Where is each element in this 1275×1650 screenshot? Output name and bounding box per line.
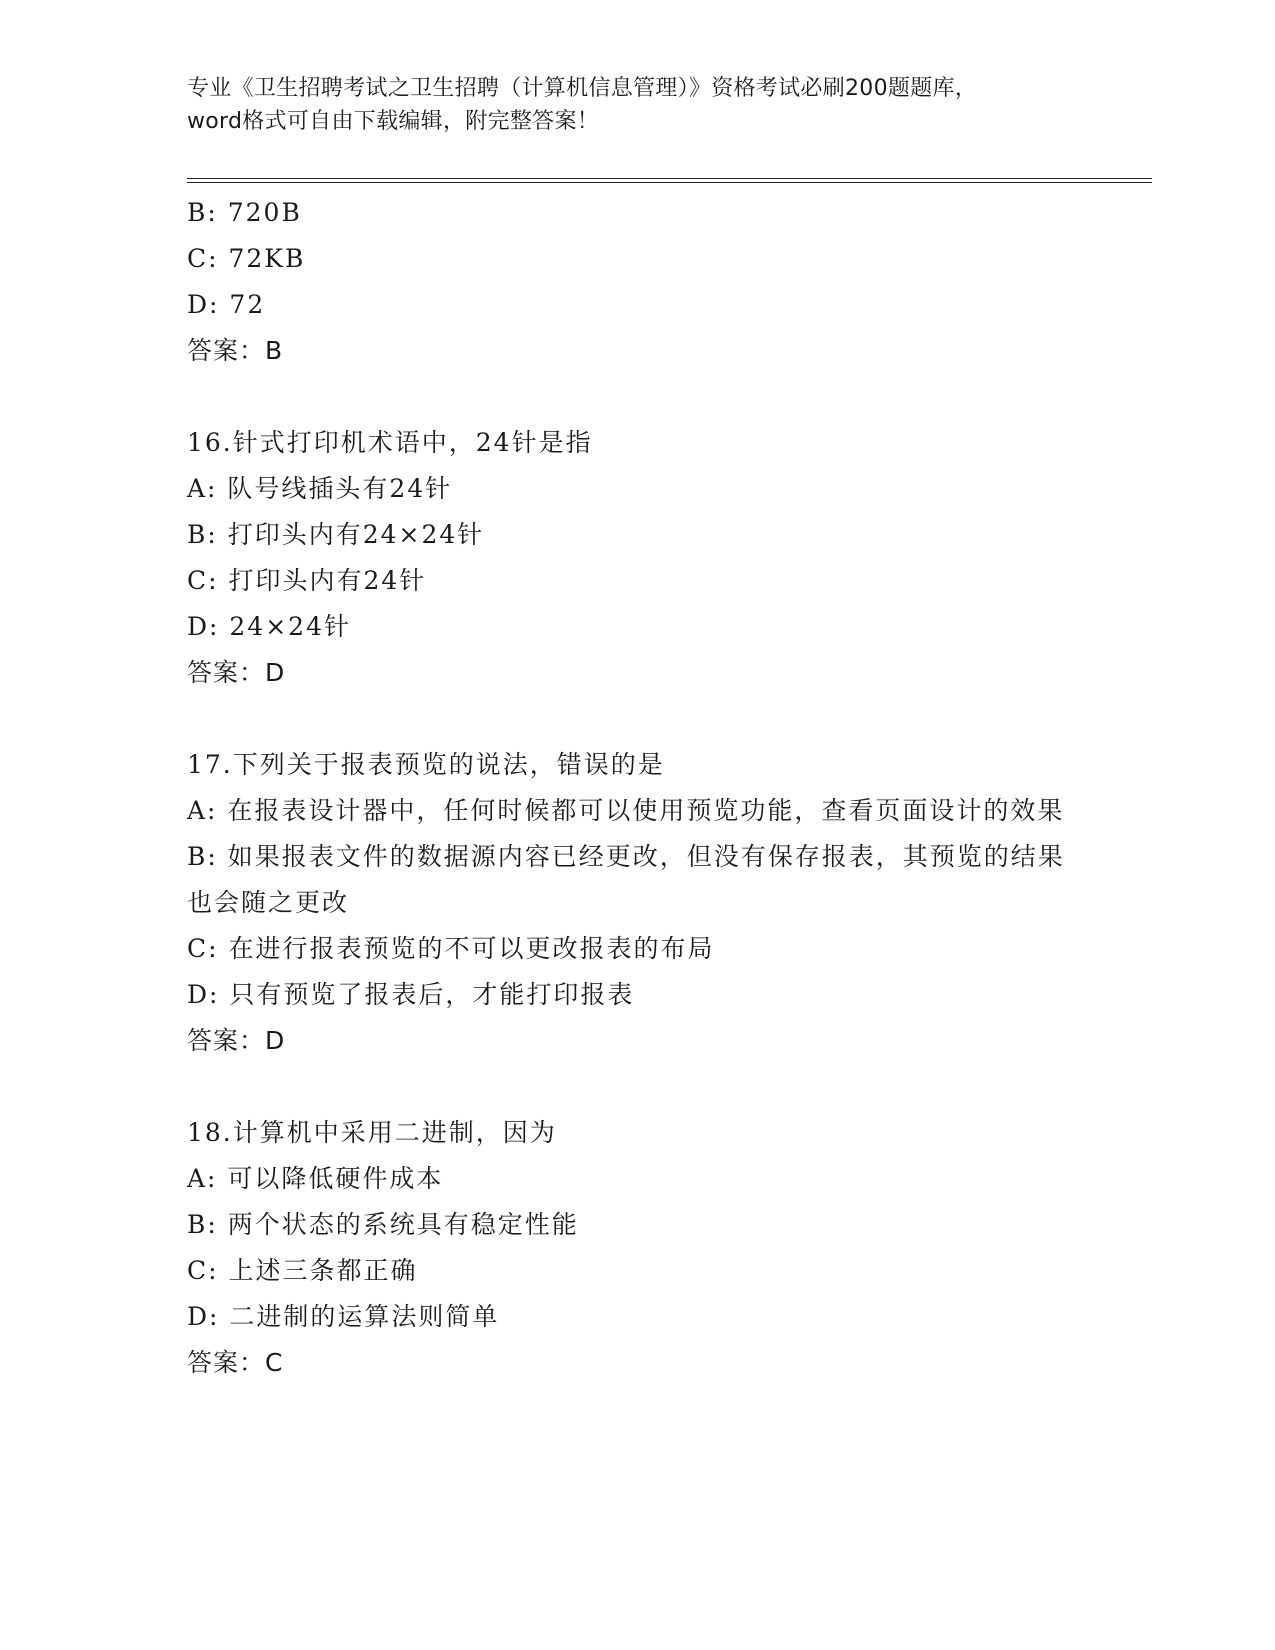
header-rule-top — [187, 178, 1152, 179]
option-a: A: 在报表设计器中，任何时候都可以使用预览功能，查看页面设计的效果 — [187, 796, 1065, 825]
spacer — [187, 374, 1087, 420]
header-rule-bottom — [187, 182, 1152, 183]
option-a: A: 队号线插头有24针 — [187, 474, 453, 503]
option-d: D: 二进制的运算法则简单 — [187, 1302, 500, 1331]
answer-line: 答案：D — [187, 658, 286, 687]
question-15-continuation — [187, 190, 1087, 374]
answer-line: 答案：C — [187, 1348, 284, 1377]
question-list — [187, 190, 1087, 1386]
option-c: C: 上述三条都正确 — [187, 1256, 418, 1285]
spacer — [187, 1064, 1087, 1110]
answer-line: 答案：B — [187, 336, 284, 365]
option-a: A: 可以降低硬件成本 — [187, 1164, 444, 1193]
option-d: D: 只有预览了报表后，才能打印报表 — [187, 980, 635, 1009]
option-b: B: 720B — [187, 198, 302, 227]
option-d: D: 72 — [187, 290, 266, 319]
option-b: B: 如果报表文件的数据源内容已经更改，但没有保存报表，其预览的结果也会随之更改 — [187, 842, 1065, 917]
option-c: C: 打印头内有24针 — [187, 566, 427, 595]
question-17 — [187, 742, 1087, 1064]
question-16 — [187, 420, 1087, 696]
option-c: C: 72KB — [187, 244, 306, 273]
question-18 — [187, 1110, 1087, 1386]
header-line-1: 专业《卫生招聘考试之卫生招聘（计算机信息管理）》资格考试必刷200题题库， — [187, 76, 978, 101]
question-stem: 18.计算机中采用二进制，因为 — [187, 1118, 557, 1147]
option-b: B: 两个状态的系统具有稳定性能 — [187, 1210, 579, 1239]
question-stem: 16.针式打印机术语中，24针是指 — [187, 428, 593, 457]
spacer — [187, 696, 1087, 742]
answer-line: 答案：D — [187, 1026, 286, 1055]
option-d: D: 24×24针 — [187, 612, 351, 641]
option-c: C: 在进行报表预览的不可以更改报表的布局 — [187, 934, 715, 963]
option-b: B: 打印头内有24×24针 — [187, 520, 485, 549]
question-stem: 17.下列关于报表预览的说法，错误的是 — [187, 750, 665, 779]
document-header — [187, 72, 1087, 138]
header-line-2: word格式可自由下载编辑，附完整答案！ — [187, 109, 600, 134]
